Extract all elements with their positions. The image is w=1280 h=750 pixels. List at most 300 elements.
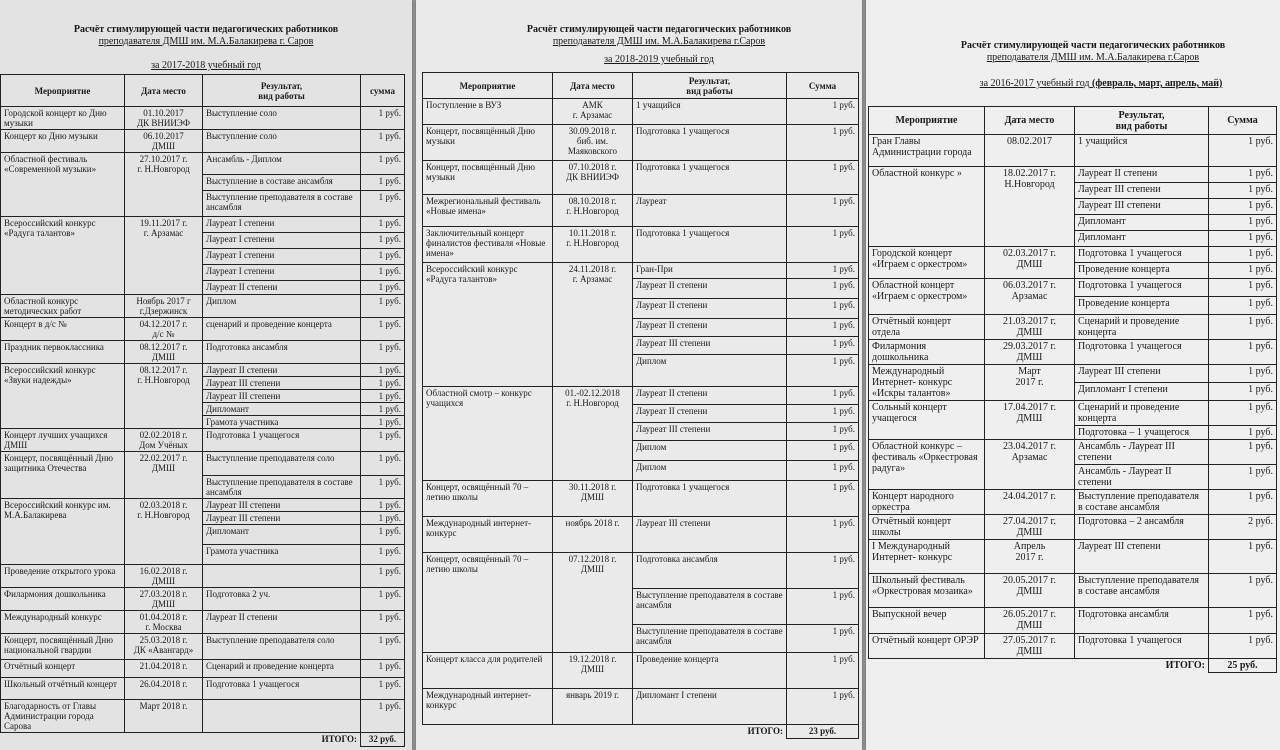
table-row <box>1 660 405 678</box>
date-place-cell: 29.03.2017 г. ДМШ <box>985 340 1075 365</box>
date-place-cell: 07.12.2018 г. ДМШ <box>553 553 633 653</box>
event-cell: Областной конкурс – фестиваль «Оркестровая радуга» <box>869 440 985 490</box>
event-cell: Межрегиональный фестиваль «Новые имена» <box>423 195 553 227</box>
event-cell: Концерт, посвящённый Дню музыки <box>423 125 553 161</box>
date-place-cell: 02.02.2018 г. Дом Учёных <box>125 429 203 452</box>
table-row <box>869 365 1277 383</box>
table-row <box>1 153 405 175</box>
table-row <box>423 99 859 125</box>
result-cell: Подготовка 1 учащегося <box>633 481 787 517</box>
sum-cell: 1 руб. <box>787 355 859 387</box>
sum-cell: 1 руб. <box>361 217 405 233</box>
sum-cell: 1 руб. <box>361 565 405 588</box>
header-result: Результат, вид работы <box>633 73 787 99</box>
sum-cell: 1 руб. <box>1209 540 1277 574</box>
sum-cell: 1 руб. <box>361 403 405 416</box>
date-place-cell: 02.03.2018 г. г. Н.Новгород <box>125 499 203 565</box>
result-cell: Подготовка 1 учащегося <box>1075 634 1209 659</box>
sum-cell: 1 руб. <box>1209 465 1277 490</box>
table-row <box>423 161 859 195</box>
result-cell: Подготовка 1 учащегося <box>633 161 787 195</box>
result-cell: сценарий и проведение концерта <box>203 318 361 341</box>
date-place-cell: 24.04.2017 г. <box>985 490 1075 515</box>
result-cell: Подготовка 1 учащегося <box>1075 247 1209 263</box>
sum-cell: 1 руб. <box>361 525 405 545</box>
result-cell: Дипломант <box>203 403 361 416</box>
sum-cell: 1 руб. <box>361 107 405 130</box>
result-cell: Подготовка 1 учащегося <box>1075 340 1209 365</box>
result-cell: Сценарий и проведение концерта <box>1075 401 1209 426</box>
table-row <box>869 135 1277 167</box>
result-cell: Диплом <box>203 295 361 318</box>
result-cell: Подготовка ансамбля <box>1075 608 1209 634</box>
date-place-cell: 19.12.2018 г. ДМШ <box>553 653 633 689</box>
result-cell: Дипломант <box>203 525 361 545</box>
table-row <box>423 195 859 227</box>
results-table <box>868 106 1277 673</box>
sum-cell: 1 руб. <box>361 390 405 403</box>
sum-cell: 1 руб. <box>787 517 859 553</box>
results-table <box>422 72 859 739</box>
event-cell: Отчётный концерт <box>1 660 125 678</box>
date-place-cell: 02.03.2017 г. ДМШ <box>985 247 1075 279</box>
sheet-year-months: (февраль, март, апрель, май) <box>1092 78 1223 89</box>
event-cell: Концерт, посвящённый Дню музыки <box>423 161 553 195</box>
result-cell: Выступление преподавателя в составе ансамбля <box>633 589 787 625</box>
date-place-cell: 06.10.2017 ДМШ <box>125 130 203 153</box>
result-cell: Выступление преподавателя соло <box>203 634 361 660</box>
total-value: 25 руб. <box>1209 659 1277 673</box>
table-row <box>869 279 1277 297</box>
header-date-place: Дата место <box>553 73 633 99</box>
result-cell: Лауреат II степени <box>1075 167 1209 183</box>
sum-cell: 1 руб. <box>1209 490 1277 515</box>
sum-cell: 1 руб. <box>361 499 405 512</box>
sum-cell: 1 руб. <box>361 341 405 364</box>
table-row <box>423 387 859 405</box>
sheet-title: Расчёт стимулирующей части педагогических работников <box>526 24 792 35</box>
result-cell: Проведение концерта <box>633 653 787 689</box>
date-place-cell: 30.09.2018 г. биб. им. Маяковского <box>553 125 633 161</box>
sheet-subtitle: преподавателя ДМШ им. М.А.Балакирева г.Саров <box>986 52 1200 63</box>
date-place-cell: 04.12.2017 г. д/с № <box>125 318 203 341</box>
table-row <box>1 499 405 512</box>
result-cell <box>203 565 361 588</box>
sum-cell: 1 руб. <box>787 405 859 423</box>
result-cell: Дипломант <box>1075 215 1209 231</box>
table-row <box>1 130 405 153</box>
result-cell: Ансамбль - Лауреат III степени <box>1075 440 1209 465</box>
sum-cell: 1 руб. <box>361 281 405 295</box>
sheet-2016-2017 <box>866 0 1280 750</box>
result-cell: Сценарий и проведение концерта <box>1075 315 1209 340</box>
table-row <box>869 540 1277 574</box>
result-cell: Лауреат II степени <box>633 279 787 299</box>
event-cell: Концерт класса для родителей <box>423 653 553 689</box>
result-cell: Подготовка 1 учащегося <box>203 429 361 452</box>
header-event: Мероприятие <box>869 107 985 135</box>
event-cell: Концерт в д/с № <box>1 318 125 341</box>
result-cell: 1 учащийся <box>1075 135 1209 167</box>
result-cell: Лауреат <box>633 195 787 227</box>
result-cell: Выступление преподавателя в составе ансамбля <box>633 625 787 653</box>
date-place-cell: 26.05.2017 г. ДМШ <box>985 608 1075 634</box>
table-row <box>423 517 859 553</box>
result-cell: Ансамбль - Лауреат II степени <box>1075 465 1209 490</box>
event-cell: Выпускной вечер <box>869 608 985 634</box>
table-row <box>423 689 859 725</box>
date-place-cell: 24.11.2018 г. г. Арзамас <box>553 263 633 387</box>
sum-cell: 1 руб. <box>1209 574 1277 608</box>
table-row <box>1 318 405 341</box>
sum-cell: 1 руб. <box>1209 608 1277 634</box>
date-place-cell: 21.03.2017 г. ДМШ <box>985 315 1075 340</box>
sum-cell: 1 руб. <box>787 195 859 227</box>
date-place-cell: 19.11.2017 г. г. Арзамас <box>125 217 203 295</box>
sum-cell: 1 руб. <box>361 452 405 476</box>
event-cell: Филармония дошкольника <box>1 588 125 611</box>
event-cell: Отчётный концерт отдела <box>869 315 985 340</box>
sum-cell: 1 руб. <box>361 377 405 390</box>
result-cell: Подготовка 1 учащегося <box>203 678 361 700</box>
date-place-cell: 01.04.2018 г. г. Москва <box>125 611 203 634</box>
result-cell: Лауреат III степени <box>203 390 361 403</box>
table-row <box>869 340 1277 365</box>
result-cell: Лауреат III степени <box>1075 183 1209 199</box>
sheet-2017-2018 <box>0 0 412 750</box>
table-row <box>1 588 405 611</box>
date-place-cell: 23.04.2017 г. Арзамас <box>985 440 1075 490</box>
result-cell: Лауреат III степени <box>633 517 787 553</box>
sum-cell: 1 руб. <box>361 318 405 341</box>
sum-cell: 1 руб. <box>361 130 405 153</box>
sum-cell: 1 руб. <box>361 660 405 678</box>
sheet-2018-2019 <box>416 0 862 750</box>
sum-cell: 1 руб. <box>361 295 405 318</box>
results-table <box>0 74 405 747</box>
sum-cell: 1 руб. <box>787 689 859 725</box>
sheet-title: Расчёт стимулирующей части педагогических работников <box>73 24 339 35</box>
event-cell: Концерт, освящённый 70 –летию школы <box>423 481 553 517</box>
event-cell: Городской концерт «Играем с оркестром» <box>869 247 985 279</box>
date-place-cell: 01.10.2017 ДК ВНИИЭФ <box>125 107 203 130</box>
event-cell: Проведение открытого урока <box>1 565 125 588</box>
result-cell: Подготовка 1 учащегося <box>1075 279 1209 297</box>
event-cell: Школьный фестиваль «Оркестровая мозаика» <box>869 574 985 608</box>
result-cell: Дипломант I степени <box>633 689 787 725</box>
result-cell: Выступление преподавателя в составе ансамбля <box>1075 490 1209 515</box>
table-row <box>869 574 1277 608</box>
event-cell: Международный интернет- конкурс <box>423 689 553 725</box>
date-place-cell: ноябрь 2018 г. <box>553 517 633 553</box>
sum-cell: 1 руб. <box>787 625 859 653</box>
event-cell: Заключительный концерт финалистов фестиваля «Новые имена» <box>423 227 553 263</box>
result-cell: Лауреат III степени <box>1075 540 1209 574</box>
sum-cell: 1 руб. <box>787 461 859 481</box>
event-cell: Областной конкурс методических работ <box>1 295 125 318</box>
result-cell: Диплом <box>633 355 787 387</box>
sheet-header <box>906 40 1280 64</box>
total-label: ИТОГО: <box>747 726 783 736</box>
result-cell: Лауреат II степени <box>633 319 787 337</box>
sheet-header <box>0 24 412 48</box>
event-cell: I Международный Интернет- конкурс <box>869 540 985 574</box>
event-cell: Сольный концерт учащегося <box>869 401 985 440</box>
date-place-cell: 08.02.2017 <box>985 135 1075 167</box>
result-cell: Подготовка 1 учащегося <box>633 227 787 263</box>
date-place-cell: 25.03.2018 г. ДК «Авангард» <box>125 634 203 660</box>
event-cell: Городской концерт ко Дню музыки <box>1 107 125 130</box>
sum-cell: 1 руб. <box>361 175 405 191</box>
result-cell: Лауреат III степени <box>1075 199 1209 215</box>
sheet-year-line <box>922 78 1280 89</box>
result-cell: Лауреат II степени <box>203 611 361 634</box>
result-cell: Подготовка 2 уч. <box>203 588 361 611</box>
result-cell: Лауреат II степени <box>633 405 787 423</box>
sum-cell: 1 руб. <box>787 589 859 625</box>
table-row <box>1 611 405 634</box>
sum-cell: 1 руб. <box>1209 183 1277 199</box>
table-row <box>869 247 1277 263</box>
result-cell: Лауреат III степени <box>203 377 361 390</box>
date-place-cell: 26.04.2018 г. <box>125 678 203 700</box>
table-row <box>869 167 1277 183</box>
event-cell: Филармония дошкольника <box>869 340 985 365</box>
header-result: Результат, вид работы <box>1075 107 1209 135</box>
date-place-cell: 07.10.2018 г. ДК ВНИИЭФ <box>553 161 633 195</box>
sum-cell: 1 руб. <box>361 416 405 429</box>
result-cell: Выступление преподавателя в составе ансамбля <box>203 191 361 217</box>
result-cell: Подготовка – 2 ансамбля <box>1075 515 1209 540</box>
sum-cell: 1 руб. <box>1209 315 1277 340</box>
sum-cell: 1 руб. <box>1209 199 1277 215</box>
table-row <box>1 452 405 476</box>
event-cell: Международный конкурс <box>1 611 125 634</box>
date-place-cell: 06.03.2017 г. Арзамас <box>985 279 1075 315</box>
table-row <box>869 515 1277 540</box>
total-value: 32 руб. <box>361 733 405 747</box>
sum-cell: 1 руб. <box>361 249 405 265</box>
header-event: Мероприятие <box>1 75 125 107</box>
date-place-cell: 08.12.2017 г. г. Н.Новгород <box>125 364 203 429</box>
sum-cell: 1 руб. <box>787 299 859 319</box>
sum-cell: 1 руб. <box>787 319 859 337</box>
event-cell: Гран Главы Администрации города <box>869 135 985 167</box>
total-label: ИТОГО: <box>1165 660 1205 671</box>
result-cell: Лауреат III степени <box>633 423 787 441</box>
sum-cell: 1 руб. <box>1209 263 1277 279</box>
result-cell: Выступление преподавателя в составе ансамбля <box>1075 574 1209 608</box>
date-place-cell: Март 2017 г. <box>985 365 1075 401</box>
event-cell: Всероссийский конкурс «Радуга талантов» <box>423 263 553 387</box>
sum-cell: 1 руб. <box>361 429 405 452</box>
header-result: Результат, вид работы <box>203 75 361 107</box>
sum-cell: 2 руб. <box>1209 515 1277 540</box>
sum-cell: 1 руб. <box>361 191 405 217</box>
result-cell: Выступление преподавателя в составе ансамбля <box>203 476 361 499</box>
result-cell: Лауреат III степени <box>203 499 361 512</box>
sheet-subtitle: преподавателя ДМШ им. М.А.Балакирева г.Саров <box>552 36 766 47</box>
result-cell: Выступление преподавателя соло <box>203 452 361 476</box>
table-row <box>423 263 859 279</box>
date-place-cell: 22.02.2017 г. ДМШ <box>125 452 203 499</box>
sum-cell: 1 руб. <box>1209 297 1277 315</box>
date-place-cell: 17.04.2017 г. ДМШ <box>985 401 1075 440</box>
total-row <box>423 725 859 739</box>
event-cell: Международный интернет- конкурс <box>423 517 553 553</box>
date-place-cell: 27.10.2017 г. г. Н.Новгород <box>125 153 203 217</box>
total-label: ИТОГО: <box>321 734 357 744</box>
sheet-title: Расчёт стимулирующей части педагогических работников <box>960 40 1226 51</box>
table-row <box>1 565 405 588</box>
result-cell: Подготовка 1 учащегося <box>633 125 787 161</box>
result-cell: Грамота участника <box>203 545 361 565</box>
result-cell: Ансамбль - Диплом <box>203 153 361 175</box>
date-place-cell: 21.04.2018 г. <box>125 660 203 678</box>
sum-cell: 1 руб. <box>1209 215 1277 231</box>
sum-cell: 1 руб. <box>361 545 405 565</box>
result-cell: Лауреат I степени <box>203 217 361 233</box>
result-cell: Лауреат I степени <box>203 249 361 265</box>
sum-cell: 1 руб. <box>787 441 859 461</box>
sum-cell: 1 руб. <box>1209 634 1277 659</box>
sum-cell: 1 руб. <box>787 423 859 441</box>
sum-cell: 1 руб. <box>787 653 859 689</box>
sum-cell: 1 руб. <box>1209 383 1277 401</box>
event-cell: Концерт, посвящённый Дню защитника Отечества <box>1 452 125 499</box>
total-row <box>1 733 405 747</box>
event-cell: Концерт, освящённый 70 –летию школы <box>423 553 553 653</box>
table-row <box>423 481 859 517</box>
result-cell: Сценарий и проведение концерта <box>203 660 361 678</box>
result-cell: 1 учащийся <box>633 99 787 125</box>
sum-cell: 1 руб. <box>1209 340 1277 365</box>
sheet-header <box>456 24 862 48</box>
table-row <box>869 315 1277 340</box>
table-row <box>1 364 405 377</box>
sum-cell: 1 руб. <box>1209 426 1277 440</box>
table-header-row <box>1 75 405 107</box>
table-row <box>1 341 405 364</box>
sum-cell: 1 руб. <box>361 512 405 525</box>
sum-cell: 1 руб. <box>1209 279 1277 297</box>
date-place-cell: Ноябрь 2017 г г.Дзержинск <box>125 295 203 318</box>
result-cell: Лауреат II степени <box>633 387 787 405</box>
date-place-cell: 16.02.2018 г. ДМШ <box>125 565 203 588</box>
sheet-year: за 2018-2019 учебный год <box>604 54 714 65</box>
sheet-year: за 2016-2017 учебный год <box>979 78 1090 89</box>
table-row <box>1 429 405 452</box>
header-event: Мероприятие <box>423 73 553 99</box>
sum-cell: 1 руб. <box>787 227 859 263</box>
header-sum: сумма <box>361 75 405 107</box>
sum-cell: 1 руб. <box>1209 401 1277 426</box>
event-cell: Отчётный концерт ОРЭР <box>869 634 985 659</box>
table-row <box>1 295 405 318</box>
date-place-cell: 18.02.2017 г. Н.Новгород <box>985 167 1075 247</box>
result-cell: Выступление соло <box>203 107 361 130</box>
result-cell: Дипломант <box>1075 231 1209 247</box>
table-row <box>869 490 1277 515</box>
event-cell: Всероссийский конкурс «Звуки надежды» <box>1 364 125 429</box>
event-cell: Всероссийский конкурс им. М.А.Балакирева <box>1 499 125 565</box>
table-row <box>869 440 1277 465</box>
event-cell: Концерт, посвящённый Дню национальной гвардии <box>1 634 125 660</box>
sum-cell: 1 руб. <box>787 279 859 299</box>
sum-cell: 1 руб. <box>787 99 859 125</box>
result-cell: Проведение концерта <box>1075 297 1209 315</box>
date-place-cell: 20.05.2017 г. ДМШ <box>985 574 1075 608</box>
date-place-cell: Апрель 2017 г. <box>985 540 1075 574</box>
result-cell <box>203 700 361 733</box>
sum-cell: 1 руб. <box>1209 231 1277 247</box>
result-cell: Диплом <box>633 441 787 461</box>
event-cell: Областной фестиваль «Современной музыки» <box>1 153 125 217</box>
event-cell: Областной смотр – конкурс учащихся <box>423 387 553 481</box>
result-cell: Лауреат II степени <box>203 281 361 295</box>
sum-cell: 1 руб. <box>787 337 859 355</box>
sheet-year: за 2017-2018 учебный год <box>151 60 261 71</box>
date-place-cell: 27.04.2017 г. ДМШ <box>985 515 1075 540</box>
sum-cell: 1 руб. <box>361 364 405 377</box>
table-row <box>1 107 405 130</box>
result-cell: Лауреат III степени <box>633 337 787 355</box>
sum-cell: 1 руб. <box>787 263 859 279</box>
date-place-cell: 08.12.2017 г. ДМШ <box>125 341 203 364</box>
date-place-cell: Март 2018 г. <box>125 700 203 733</box>
sum-cell: 1 руб. <box>1209 167 1277 183</box>
sum-cell: 1 руб. <box>361 153 405 175</box>
event-cell: Всероссийский конкурс «Радуга талантов» <box>1 217 125 295</box>
sum-cell: 1 руб. <box>361 634 405 660</box>
result-cell: Диплом <box>633 461 787 481</box>
result-cell: Подготовка ансамбля <box>633 553 787 589</box>
event-cell: Поступление в ВУЗ <box>423 99 553 125</box>
table-row <box>869 634 1277 659</box>
date-place-cell: АМК г. Арзамас <box>553 99 633 125</box>
header-sum: Сумма <box>787 73 859 99</box>
total-row <box>869 659 1277 673</box>
event-cell: Школьный отчётный концерт <box>1 678 125 700</box>
sum-cell: 1 руб. <box>361 588 405 611</box>
table-row <box>1 700 405 733</box>
sum-cell: 1 руб. <box>787 553 859 589</box>
event-cell: Концерт лучших учащихся ДМШ <box>1 429 125 452</box>
header-date-place: Дата место <box>125 75 203 107</box>
table-row <box>423 653 859 689</box>
result-cell: Лауреат III степени <box>203 512 361 525</box>
result-cell: Лауреат III степени <box>1075 365 1209 383</box>
sum-cell: 1 руб. <box>1209 247 1277 263</box>
sum-cell: 1 руб. <box>1209 365 1277 383</box>
table-header-row <box>869 107 1277 135</box>
table-row <box>1 217 405 233</box>
event-cell: Областной конкурс » <box>869 167 985 247</box>
sum-cell: 1 руб. <box>361 233 405 249</box>
result-cell: Лауреат II степени <box>633 299 787 319</box>
event-cell: Международный Интернет- конкурс «Искры талантов» <box>869 365 985 401</box>
result-cell: Подготовка – 1 учащегося <box>1075 426 1209 440</box>
table-row <box>423 553 859 589</box>
sum-cell: 1 руб. <box>361 265 405 281</box>
total-value: 23 руб. <box>787 725 859 739</box>
result-cell: Лауреат II степени <box>203 364 361 377</box>
date-place-cell: 08.10.2018 г. г. Н.Новгород <box>553 195 633 227</box>
event-cell: Отчётный концерт школы <box>869 515 985 540</box>
event-cell: Благодарность от Главы Администрации города Сарова <box>1 700 125 733</box>
date-place-cell: 30.11.2018 г. ДМШ <box>553 481 633 517</box>
date-place-cell: 27.05.2017 г. ДМШ <box>985 634 1075 659</box>
